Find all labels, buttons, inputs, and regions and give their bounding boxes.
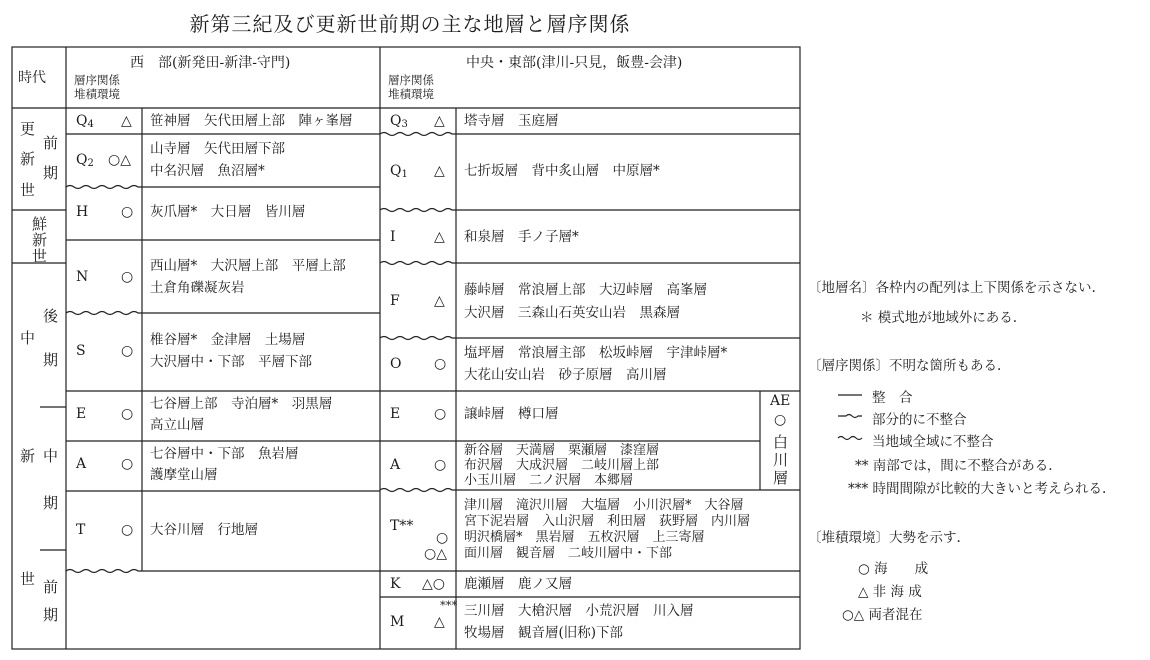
west-sub-label-2: 堆積環境 <box>74 87 120 101</box>
west-section-header: 西 部(新発田-新津-守門) <box>130 55 291 71</box>
west-code-n: N <box>76 269 89 285</box>
west-layer-t-1: 大谷川層 行地層 <box>150 522 258 538</box>
ae-label: AE <box>770 393 791 409</box>
west-layer-s-2: 大沢層中・下部 平層下部 <box>150 354 312 370</box>
era-middle-1: 中 <box>43 447 59 465</box>
west-code-q4: $Q_4$ <box>76 113 94 130</box>
central-code-k: K <box>390 576 401 592</box>
central-layer-e-1: 譲峠層 樽口層 <box>464 406 559 422</box>
west-layer-n-2: 土倉角礫凝灰岩 <box>150 280 245 296</box>
west-layer-h-1: 灰爪層* 大日層 皆川層 <box>150 204 306 220</box>
central-sym-e: ○ <box>434 406 447 422</box>
central-code-f: F <box>390 293 400 309</box>
central-layer-f-1: 藤峠層 常浪層上部 大辺峠層 高峯層 <box>464 282 707 298</box>
central-layer-m-1: 三川層 大槍沢層 小荒沢層 川入層 <box>464 603 694 619</box>
legend-stratigraphy: 〔層序関係〕不明な箇所もある. <box>808 358 1002 374</box>
legend-mixed: ○△ 両者混在 <box>842 607 923 623</box>
central-layer-o-2: 大花山安山岩 砂子原層 高川層 <box>464 367 667 383</box>
west-code-e: E <box>76 406 87 422</box>
central-sym-q3: △ <box>434 113 445 129</box>
west-sym-n: ○ <box>121 269 134 285</box>
legend-marine: ○ 海 成 <box>858 561 929 577</box>
era-early-1: 前 <box>43 134 59 152</box>
central-sym-k: △○ <box>422 576 445 592</box>
legend-strata-name: 〔地層名〕各枠内の配列は上下関係を示さない. <box>808 280 1096 296</box>
central-code-t: T** <box>390 518 414 534</box>
central-code-a: A <box>390 457 401 473</box>
west-layer-q2-1: 山寺層 矢代田層下部 <box>150 141 285 157</box>
west-layer-e-2: 高立山層 <box>150 417 204 433</box>
central-sym-a: ○ <box>434 457 447 473</box>
central-layer-k-1: 鹿瀬層 鹿ノ又層 <box>464 576 572 592</box>
era-early-2: 期 <box>43 164 59 182</box>
west-layer-n-1: 西山層* 大沢層上部 平層上部 <box>150 258 346 274</box>
central-code-i: I <box>390 229 396 245</box>
west-code-s: S <box>76 343 86 359</box>
era-early-a: 前 <box>43 578 59 596</box>
era-miocene-main: 中 <box>20 329 36 347</box>
west-layer-s-1: 椎谷層* 金津層 土場層 <box>150 332 306 348</box>
central-code-q1: $Q_1$ <box>390 163 408 180</box>
central-sym-t-1: ○ <box>436 530 449 546</box>
central-sym-o: ○ <box>434 356 447 372</box>
central-mark-m: *** <box>440 598 458 612</box>
central-code-o: O <box>390 356 402 372</box>
era-pleistocene-1: 更 <box>20 120 36 138</box>
west-sym-t: ○ <box>121 522 134 538</box>
central-sym-i: △ <box>434 229 445 245</box>
central-sub-label-2: 堆積環境 <box>388 87 434 101</box>
west-layer-q2-2: 中名沢層 魚沼層* <box>150 163 265 179</box>
west-code-h: H <box>76 204 89 220</box>
west-layer-a-1: 七谷層中・下部 魚岩層 <box>150 446 299 462</box>
central-layer-f-2: 大沢層 三森山石英安山岩 黒森層 <box>464 305 680 321</box>
west-code-t: T <box>76 522 86 538</box>
legend-type-locality: ＊ 模式地が地域外にある. <box>860 310 1018 326</box>
west-sym-s: ○ <box>121 343 134 359</box>
west-sym-q4: △ <box>121 113 132 129</box>
ae-name-1: 白 <box>773 433 789 451</box>
central-sub-label-1: 層序関係 <box>388 73 434 87</box>
west-layer-q4-1: 笹神層 矢代田層上部 陣ヶ峯層 <box>150 113 353 129</box>
west-code-a: A <box>76 456 87 472</box>
central-sym-f: △ <box>434 293 445 309</box>
legend-triple-asterisk: *** 時間間隙が比較的大きいと考えられる. <box>848 481 1107 497</box>
era-middle-2: 期 <box>43 494 59 512</box>
central-sym-q1: △ <box>434 163 445 179</box>
central-layer-q1-1: 七折坂層 背中炙山層 中原層* <box>464 163 660 179</box>
central-code-e: E <box>390 406 401 422</box>
ae-sym: ○ <box>774 412 787 428</box>
ae-name-3: 層 <box>773 469 789 487</box>
era-early-b: 期 <box>43 606 59 624</box>
west-sym-q2: ○△ <box>108 152 131 168</box>
central-sym-m: △ <box>434 614 445 630</box>
era-sei: 世 <box>20 570 36 588</box>
page-title: 新第三紀及び更新世前期の主な地層と層序関係 <box>189 12 631 36</box>
central-layer-q3-1: 塔寺層 玉庭層 <box>464 113 559 129</box>
central-layer-a-3: 小玉川層 二ノ沢層 本郷層 <box>464 473 634 488</box>
central-sym-t-2: ○△ <box>424 546 447 562</box>
west-sub-label-1: 層序関係 <box>74 73 120 87</box>
legend-double-asterisk: ** 南部では，間に不整合がある. <box>855 458 1053 474</box>
era-late-1: 後 <box>43 307 59 325</box>
central-code-q3: $Q_3$ <box>390 113 408 130</box>
west-code-q2: $Q_2$ <box>76 152 94 169</box>
west-sym-h: ○ <box>121 204 134 220</box>
ae-name-2: 川 <box>773 451 789 469</box>
era-column-header: 時代 <box>18 70 46 86</box>
legend-full-unconformity: 当地域全域に不整合 <box>872 434 994 450</box>
era-pleistocene-3: 世 <box>20 181 36 199</box>
central-layer-m-2: 牧場層 観音層(旧称)下部 <box>464 625 624 641</box>
central-layer-t-4: 面川層 観音層 二岐川層中・下部 <box>464 546 673 561</box>
legend-nonmarine: △ 非 海 成 <box>858 584 922 600</box>
central-layer-a-1: 新谷層 天満層 栗瀬層 漆窪層 <box>464 443 660 458</box>
era-pleistocene-2: 新 <box>20 150 36 168</box>
central-layer-t-2: 宮下泥岩層 入山沢層 利田層 荻野層 内川層 <box>464 514 751 529</box>
central-layer-t-1: 津川層 滝沢川層 大塩層 小川沢層* 大谷層 <box>464 498 744 513</box>
era-shin: 新 <box>20 447 36 465</box>
central-layer-t-3: 明沢橋層* 黒岩層 五枚沢層 上三寄層 <box>464 530 705 545</box>
central-code-m: M <box>390 614 405 630</box>
central-layer-o-1: 塩坪層 常浪層主部 松坂峠層 宇津峠層* <box>464 345 728 361</box>
era-pliocene-1: 鮮 <box>32 215 48 233</box>
era-pliocene-2: 新 <box>32 231 48 249</box>
central-layer-a-2: 布沢層 大成沢層 二岐川層上部 <box>464 458 660 473</box>
west-layer-e-1: 七谷層上部 寺泊層* 羽黒層 <box>150 396 333 412</box>
west-sym-a: ○ <box>121 456 134 472</box>
legend-partial-unconformity: 部分的に不整合 <box>872 412 967 428</box>
era-late-2: 期 <box>43 351 59 369</box>
west-layer-a-2: 護摩堂山層 <box>150 467 218 483</box>
central-section-header: 中央・東部(津川-只見，飯豊-会津) <box>466 55 683 71</box>
legend-environment: 〔堆積環境〕大勢を示す. <box>808 530 961 546</box>
era-pliocene-3: 世 <box>32 247 48 265</box>
legend-conformity: 整 合 <box>872 390 913 406</box>
central-layer-i-1: 和泉層 手ノ子層* <box>464 229 579 245</box>
west-sym-e: ○ <box>121 406 134 422</box>
